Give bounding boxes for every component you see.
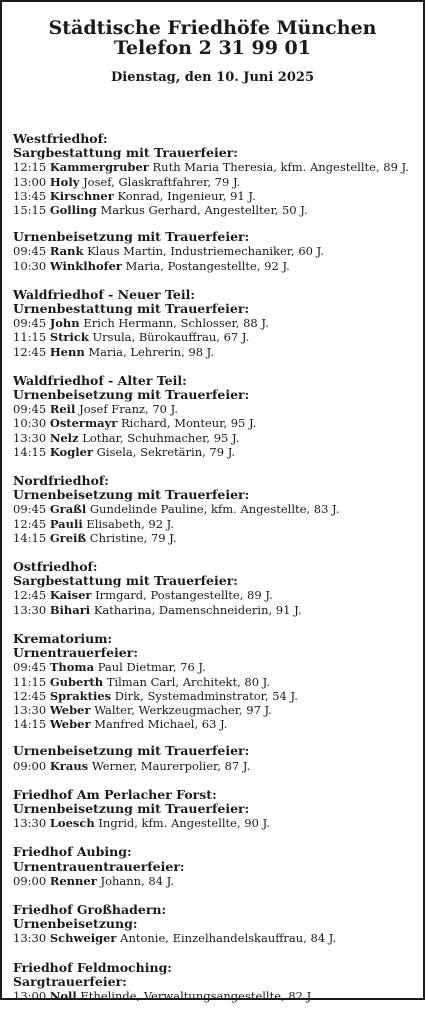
funeral-entry	[13, 244, 417, 258]
funeral-entry	[13, 316, 417, 330]
entry-surname: Rank	[49, 244, 84, 259]
entry-time: 14:15	[13, 530, 47, 545]
entry-time: 09:45	[13, 316, 47, 331]
entry-details: Johann, 84 J.	[100, 873, 175, 888]
entry-surname: Kaiser	[49, 588, 92, 603]
entry-details: Richard, Monteur, 95 J.	[121, 416, 257, 431]
ceremony-block	[13, 802, 417, 830]
entry-time: 09:00	[13, 873, 47, 888]
entry-time: 12:45	[13, 588, 47, 603]
entry-time: 09:45	[13, 402, 47, 417]
funeral-entry	[13, 431, 417, 445]
entry-surname: Thoma	[49, 660, 95, 675]
entry-surname: Winklhofer	[49, 258, 122, 273]
cemetery-name: Waldfriedhof - Alter Teil:	[13, 372, 187, 388]
cemetery-section	[13, 632, 417, 773]
funeral-entry	[13, 989, 417, 1003]
entry-details: Ursula, Bürokauffrau, 67 J.	[92, 330, 250, 345]
entry-details: Josef Franz, 70 J.	[79, 402, 179, 417]
entry-time: 11:15	[13, 674, 47, 689]
funeral-entry	[13, 759, 417, 773]
ceremony-block	[13, 488, 417, 545]
entry-details: Gisela, Sekretärin, 79 J.	[96, 444, 236, 459]
cemetery-section	[13, 374, 417, 459]
cemetery-section	[13, 903, 417, 946]
entry-surname: Loesch	[49, 816, 95, 831]
ceremony-block	[13, 146, 417, 217]
entry-surname: Kogler	[49, 444, 94, 459]
cemetery-section	[13, 788, 417, 831]
entry-details: Elisabeth, 92 J.	[86, 516, 175, 531]
entry-surname: Weber	[49, 717, 91, 732]
entry-time: 10:30	[13, 258, 47, 273]
entry-time: 13:45	[13, 188, 47, 203]
entry-time: 13:30	[13, 816, 47, 831]
entry-details: Maria, Postangestellte, 92 J.	[125, 258, 290, 273]
funeral-entry	[13, 675, 417, 689]
entry-surname: Kirschner	[49, 188, 114, 203]
entry-surname: Nelz	[49, 430, 79, 445]
entry-details: Ingrid, kfm. Angestellte, 90 J.	[98, 816, 270, 831]
entry-details: Maria, Lehrerin, 98 J.	[88, 344, 215, 359]
funeral-entry	[13, 189, 417, 203]
entry-details: Markus Gerhard, Angestellter, 50 J.	[100, 203, 308, 218]
ceremony-block	[13, 302, 417, 359]
funeral-entry	[13, 330, 417, 344]
funeral-entry	[13, 531, 417, 545]
entry-details: Gundelinde Pauline, kfm. Angestellte, 83 J.	[89, 502, 340, 517]
notice-title	[2, 18, 423, 58]
entry-time: 09:00	[13, 758, 47, 773]
entry-time: 13:00	[13, 988, 47, 1003]
ceremony-type: Urnenbeisetzung mit Trauerfeier:	[13, 743, 250, 759]
ceremony-block	[13, 975, 417, 1003]
ceremony-type: Urnenbeisetzung mit Trauerfeier:	[13, 387, 250, 403]
funeral-entry	[13, 345, 417, 359]
cemetery-name: Westfriedhof:	[13, 131, 108, 146]
funeral-entry	[13, 203, 417, 217]
cemetery-name: Nordfriedhof:	[13, 473, 109, 489]
ceremony-type: Urnentrauerfeier:	[13, 645, 138, 661]
cemetery-section	[13, 560, 417, 617]
entry-details: Klaus Martin, Industriemechaniker, 60 J.	[87, 244, 325, 259]
ceremony-type: Sargtrauerfeier:	[13, 973, 127, 989]
funeral-entry	[13, 517, 417, 531]
entry-time: 12:45	[13, 344, 47, 359]
entry-details: Tilman Carl, Architekt, 80 J.	[106, 674, 271, 689]
entry-time: 12:45	[13, 516, 47, 531]
entry-details: Paul Dietmar, 76 J.	[97, 660, 206, 675]
funeral-entry	[13, 717, 417, 731]
entry-surname: Greiß	[49, 530, 87, 545]
entry-time: 13:30	[13, 602, 47, 617]
ceremony-type: Urnenbeisetzung mit Trauerfeier:	[13, 800, 250, 816]
ceremony-block	[13, 917, 417, 945]
entry-details: Ruth Maria Theresia, kfm. Angestellte, 89 J.	[152, 160, 409, 175]
entry-surname: Holy	[49, 174, 80, 189]
funeral-entry	[13, 703, 417, 717]
funeral-entry	[13, 689, 417, 703]
entry-details: Walter, Werkzeugmacher, 97 J.	[94, 702, 272, 717]
ceremony-type: Urnenbestattung mit Trauerfeier:	[13, 301, 250, 317]
cemetery-section	[13, 961, 417, 1004]
funeral-entry	[13, 660, 417, 674]
entry-surname: Renner	[49, 873, 97, 888]
ceremony-type: Urnenbeisetzung mit Trauerfeier:	[13, 487, 250, 503]
cemetery-name: Friedhof Aubing:	[13, 844, 132, 860]
funeral-entry	[13, 816, 417, 830]
funeral-entry	[13, 160, 417, 174]
ceremony-block	[13, 230, 417, 273]
entry-surname: Pauli	[49, 516, 83, 531]
ceremony-type: Sargbestattung mit Trauerfeier:	[13, 573, 238, 589]
entry-surname: Sprakties	[49, 688, 112, 703]
funeral-entry	[13, 175, 417, 189]
entry-surname: Golling	[49, 203, 97, 218]
ceremony-type: Urnenbeisetzung:	[13, 916, 138, 932]
ceremony-type: Urnenbeisetzung mit Trauerfeier:	[13, 229, 250, 245]
cemetery-section	[13, 845, 417, 888]
entry-details: Dirk, Systemadminstrator, 54 J.	[114, 688, 298, 703]
ceremony-block	[13, 744, 417, 772]
notice-date: Dienstag, den 10. Juni 2025	[110, 70, 314, 85]
entry-surname: Bihari	[49, 602, 91, 617]
cemetery-name: Krematorium:	[13, 630, 113, 646]
ceremony-block	[13, 388, 417, 459]
entry-details: Manfred Michael, 63 J.	[94, 717, 228, 732]
cemetery-name: Friedhof Großhadern:	[13, 901, 167, 917]
entry-time: 14:15	[13, 717, 47, 732]
entry-surname: Reil	[49, 402, 76, 417]
entry-time: 13:00	[13, 174, 47, 189]
entry-details: Konrad, Ingenieur, 91 J.	[117, 188, 256, 203]
ceremony-block	[13, 646, 417, 731]
funeral-entry	[13, 416, 417, 430]
cemetery-section	[13, 288, 417, 359]
entry-surname: Ostermayr	[49, 416, 118, 431]
entry-surname: Strick	[49, 330, 89, 345]
cemetery-name: Friedhof Am Perlacher Forst:	[13, 786, 217, 802]
entry-time: 09:45	[13, 660, 47, 675]
funeral-entry	[13, 931, 417, 945]
funeral-entry	[13, 502, 417, 516]
notice-header	[2, 2, 423, 86]
title-line-2: Telefon 2 31 99 01	[113, 37, 311, 59]
funeral-entry	[13, 259, 417, 273]
funeral-entry	[13, 445, 417, 459]
entry-time: 13:30	[13, 430, 47, 445]
entry-surname: Noll	[49, 988, 77, 1003]
entry-time: 09:45	[13, 502, 47, 517]
cemetery-section	[13, 474, 417, 545]
entry-details: Erich Hermann, Schlosser, 88 J.	[83, 316, 269, 331]
cemetery-name: Friedhof Feldmoching:	[13, 959, 172, 975]
entry-time: 13:30	[13, 702, 47, 717]
entry-surname: Henn	[49, 344, 85, 359]
entry-time: 15:15	[13, 203, 47, 218]
entry-details: Christine, 79 J.	[89, 530, 177, 545]
ceremony-type: Urnentrauentrauerfeier:	[13, 858, 185, 874]
entry-surname: Graßl	[49, 502, 87, 517]
entry-time: 13:30	[13, 931, 47, 946]
cemetery-section	[13, 132, 417, 273]
ceremony-type: Sargbestattung mit Trauerfeier:	[13, 145, 238, 161]
funeral-entry	[13, 402, 417, 416]
funeral-entry	[13, 588, 417, 602]
entry-details: Lothar, Schuhmacher, 95 J.	[82, 430, 240, 445]
entry-time: 12:45	[13, 688, 47, 703]
entry-details: Ethelinde, Verwaltungsangestellte, 82 J.	[80, 988, 315, 1003]
entry-time: 14:15	[13, 444, 47, 459]
entry-details: Werner, Maurerpolier, 87 J.	[91, 758, 251, 773]
entry-time: 09:45	[13, 244, 47, 259]
cemetery-name: Waldfriedhof - Neuer Teil:	[13, 286, 195, 302]
funeral-entry	[13, 603, 417, 617]
entry-surname: Guberth	[49, 674, 104, 689]
funeral-entry	[13, 874, 417, 888]
cemetery-name: Ostfriedhof:	[13, 559, 98, 575]
ceremony-block	[13, 574, 417, 617]
entry-time: 12:15	[13, 160, 47, 175]
entry-surname: John	[49, 316, 80, 331]
entry-details: Irmgard, Postangestellte, 89 J.	[95, 588, 273, 603]
entry-details: Antonie, Einzelhandelskauffrau, 84 J.	[120, 931, 337, 946]
entry-surname: Weber	[49, 702, 91, 717]
title-line-1: Städtische Friedhöfe München	[48, 17, 377, 39]
entry-details: Katharina, Damenschneiderin, 91 J.	[93, 602, 302, 617]
notice-content	[13, 132, 417, 1018]
entry-time: 10:30	[13, 416, 47, 431]
ceremony-block	[13, 860, 417, 888]
entry-surname: Schweiger	[49, 931, 117, 946]
entry-surname: Kraus	[49, 758, 89, 773]
entry-time: 11:15	[13, 330, 47, 345]
entry-surname: Kammergruber	[49, 160, 149, 175]
entry-details: Josef, Glaskraftfahrer, 79 J.	[83, 174, 241, 189]
